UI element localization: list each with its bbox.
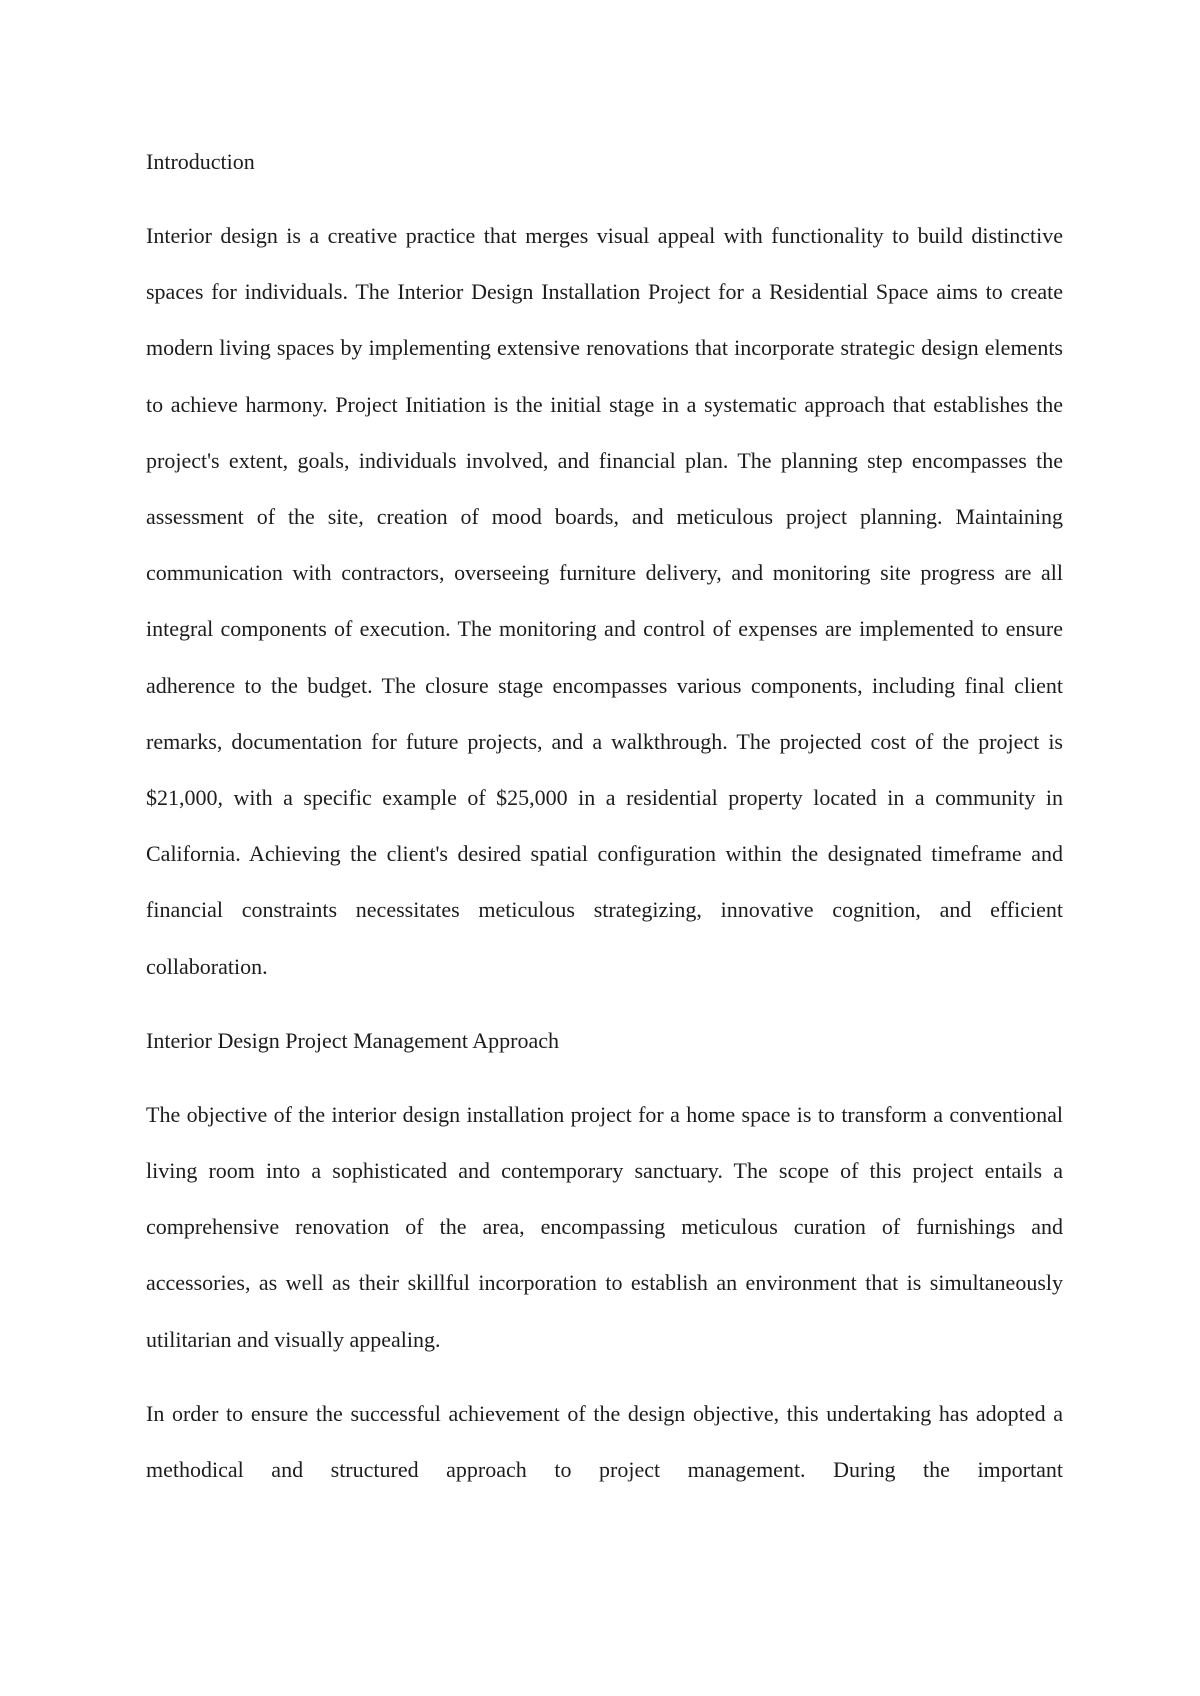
section-heading-approach: Interior Design Project Management Approach xyxy=(146,1027,559,1053)
paragraph-approach-methodology: In order to ensure the successful achievement of the design objective, this undertaking has adopted a methodical and structured approach to project management. During the important xyxy=(146,1400,1063,1483)
paragraph-introduction: Interior design is a creative practice that merges visual appeal with functionality to build distinctive spaces for individuals. The Interior Design Installation Project for a Residential Space aims to create modern living spaces by implementing extensive renovations that incorporate strategic design elements to achieve harmony. Project Initiation is the initial stage in a systematic approach that establishes the project's extent, goals, individuals involved, and financial plan. The planning step encompasses the assessment of the site, creation of mood boards, and meticulous project planning. Maintaining communication with contractors, overseeing furniture delivery, and monitoring site progress are all integral components of execution. The monitoring and control of expenses are implemented to ensure adherence to the budget. The closure stage encompasses various components, including final client remarks, documentation for future projects, and a walkthrough. The projected cost of the project is $21,000, with a specific example of $25,000 in a residential property located in a community in California. Achieving the client's desired spatial configuration within the designated timeframe and financial constraints necessitates meticulous strategizing, innovative cognition, and efficient collaboration. xyxy=(146,223,1063,979)
section-heading-introduction: Introduction xyxy=(146,149,255,174)
spacer xyxy=(146,1069,1063,1087)
spacer xyxy=(146,1368,1063,1386)
document-body xyxy=(146,134,1063,1498)
paragraph-approach-objective: The objective of the interior design installation project for a home space is to transform a conventional living room into a sophisticated and contemporary sanctuary. The scope of this project entails a comprehensive renovation of the area, encompassing meticulous curation of furnishings and accessories, as well as their skillful incorporation to establish an environment that is simultaneously utilitarian and visually appealing. xyxy=(146,1101,1063,1352)
spacer xyxy=(146,995,1063,1013)
spacer xyxy=(146,190,1063,208)
